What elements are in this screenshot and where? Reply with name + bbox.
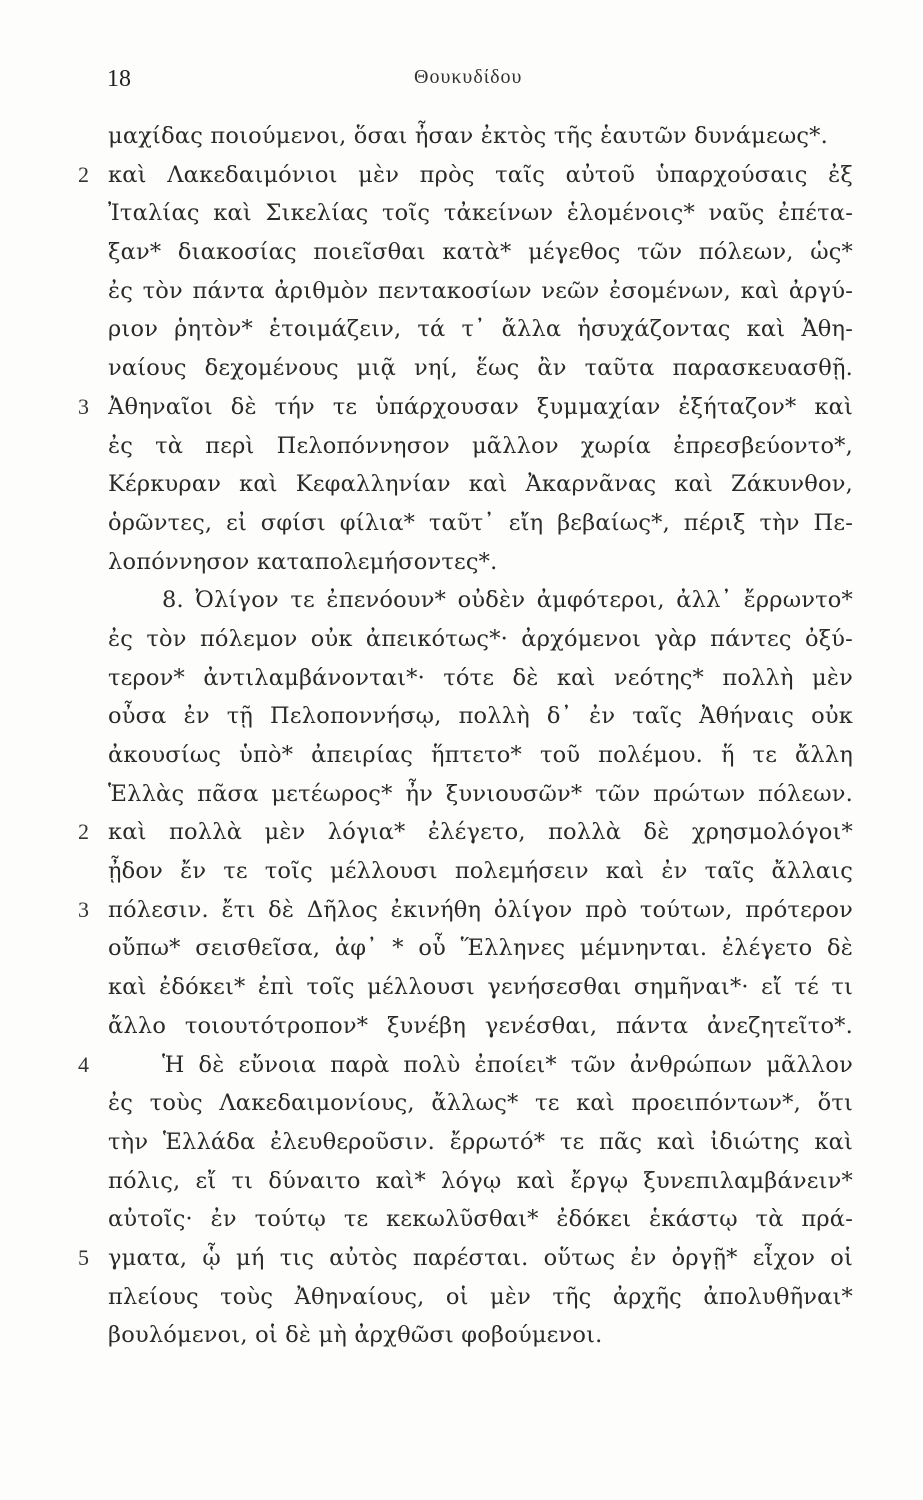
text-line <box>0 1278 923 1317</box>
text-line <box>0 1316 923 1355</box>
section-number: 2 <box>78 819 89 845</box>
text-line <box>0 504 923 543</box>
text-line <box>0 310 923 349</box>
line-text: ξαν* διακοσίας ποιεῖσθαι κατὰ* μέγεθος τῶν πόλεων, ὡς* <box>108 239 853 266</box>
line-text: ἄλλο τοιουτότροπον* ξυνέβη γενέσθαι, πάντα ἀνεζητεῖτο*. <box>108 1012 853 1039</box>
text-line <box>0 813 923 852</box>
line-text: Ἀθηναῖοι δὲ τήν τε ὑπάρχουσαν ξυμμαχίαν ἐξήταζον* καὶ <box>108 393 853 420</box>
text-line <box>0 349 923 388</box>
line-text: Κέρκυραν καὶ Κεφαλληνίαν καὶ Ἀκαρνᾶνας καὶ Ζάκυνθον, <box>108 471 853 498</box>
section-number: 4 <box>78 1051 89 1077</box>
running-title: Θουκυδίδου <box>414 66 523 88</box>
text-line <box>0 543 923 582</box>
text-line <box>0 427 923 466</box>
text-line <box>0 194 923 233</box>
line-text: καὶ Λακεδαιμόνιοι μὲν πρὸς ταῖς αὐτοῦ ὑπαρχούσαις ἐξ <box>108 161 853 188</box>
line-text: τερον* ἀντιλαμβάνονται*· τότε δὲ καὶ νεότης* πολλὴ μὲν <box>108 664 853 691</box>
line-text: ἐς τὸν πάντα ἀριθμὸν πεντακοσίων νεῶν ἐσομένων, καὶ ἀργύ- <box>108 277 853 304</box>
page-number: 18 <box>107 66 131 92</box>
text-line <box>0 697 923 736</box>
line-text: ὁρῶντες, εἰ σφίσι φίλια* ταῦτ᾿ εἴη βεβαίως*, πέριξ τὴν Πε- <box>108 509 853 536</box>
section-number: 3 <box>78 393 89 419</box>
text-line <box>0 891 923 930</box>
text-line <box>0 388 923 427</box>
line-text: Ἰταλίας καὶ Σικελίας τοῖς τἀκείνων ἑλομένοις* ναῦς ἐπέτα- <box>108 200 853 227</box>
text-line <box>0 775 923 814</box>
line-text: μαχίδας ποιούμενοι, ὅσαι ἦσαν ἐκτὸς τῆς ἑαυτῶν δυνάμεως*. <box>108 123 828 149</box>
line-text: γματα, ᾧ μή τις αὐτὸς παρέσται. οὕτως ἐν ὀργῇ* εἶχον οἱ <box>108 1244 853 1271</box>
line-text: ἐς τὸν πόλεμον οὐκ ἀπεικότως*· ἀρχόμενοι γὰρ πάντες ὀξύ- <box>108 625 853 652</box>
main-text <box>0 117 923 1355</box>
text-line <box>0 1123 923 1162</box>
line-text: ᾖδον ἔν τε τοῖς μέλλουσι πολεμήσειν καὶ ἐν ταῖς ἄλλαις <box>108 858 853 885</box>
line-text: βουλόμενοι, οἱ δὲ μὴ ἀρχθῶσι φοβούμενοι. <box>108 1322 603 1349</box>
text-line <box>0 1007 923 1046</box>
line-text: 8. Ὀλίγον τε ἐπενόουν* οὐδὲν ἀμφότεροι, ἀλλ᾿ ἔρρωντο* <box>162 587 853 614</box>
text-line <box>0 1239 923 1278</box>
text-line <box>0 620 923 659</box>
line-text: ριον ῥητὸν* ἑτοιμάζειν, τά τ᾿ ἄλλα ἡσυχάζοντας καὶ Ἀθη- <box>108 316 853 343</box>
line-text: Ἡ δὲ εὔνοια παρὰ πολὺ ἐποίει* τῶν ἀνθρώπων μᾶλλον <box>162 1051 853 1078</box>
line-text: τὴν Ἑλλάδα ἐλευθεροῦσιν. ἔρρωτό* τε πᾶς καὶ ἰδιώτης καὶ <box>108 1128 853 1155</box>
text-line <box>0 1084 923 1123</box>
text-line <box>0 117 923 156</box>
text-line <box>0 1046 923 1085</box>
line-text: πόλις, εἴ τι δύναιτο καὶ* λόγῳ καὶ ἔργῳ ξυνεπιλαμβάνειν* <box>108 1167 853 1194</box>
line-text: αὐτοῖς· ἐν τούτῳ τε κεκωλῦσθαι* ἐδόκει ἑκάστῳ τὰ πρά- <box>108 1206 853 1233</box>
text-line <box>0 968 923 1007</box>
line-text: πόλεσιν. ἔτι δὲ Δῆλος ἐκινήθη ὀλίγον πρὸ τούτων, πρότερον <box>108 896 853 923</box>
text-line <box>0 659 923 698</box>
text-line <box>0 1200 923 1239</box>
section-number: 5 <box>78 1244 89 1270</box>
text-line <box>0 465 923 504</box>
text-line <box>0 736 923 775</box>
text-line <box>0 929 923 968</box>
section-number: 2 <box>78 161 89 187</box>
text-line <box>0 581 923 620</box>
line-text: οὔπω* σεισθεῖσα, ἀφ᾿ * οὗ Ἕλληνες μέμνηνται. ἐλέγετο δὲ <box>108 935 853 962</box>
text-line <box>0 233 923 272</box>
line-text: οὖσα ἐν τῇ Πελοποννήσῳ, πολλὴ δ᾿ ἐν ταῖς Ἀθήναις οὐκ <box>108 703 853 730</box>
text-line <box>0 272 923 311</box>
line-text: καὶ ἐδόκει* ἐπὶ τοῖς μέλλουσι γενήσεσθαι σημῆναι*· εἴ τέ τι <box>108 974 853 1001</box>
line-text: ἀκουσίως ὑπὸ* ἀπειρίας ἥπτετο* τοῦ πολέμου. ἥ τε ἄλλη <box>108 742 853 768</box>
line-text: καὶ πολλὰ μὲν λόγια* ἐλέγετο, πολλὰ δὲ χρησμολόγοι* <box>108 819 853 846</box>
line-text: ἐς τοὺς Λακεδαιμονίους, ἄλλως* τε καὶ προειπόντων*, ὅτι <box>108 1090 853 1117</box>
line-text: λοπόννησον καταπολεμήσοντες*. <box>108 548 498 575</box>
line-text: Ἑλλὰς πᾶσα μετέωρος* ἦν ξυνιουσῶν* τῶν πρώτων πόλεων. <box>108 780 853 807</box>
line-text: ναίους δεχομένους μιᾷ νηί, ἕως ἂν ταῦτα παρασκευασθῇ. <box>108 355 853 382</box>
section-number: 3 <box>78 896 89 922</box>
text-line <box>0 1162 923 1201</box>
text-line <box>0 156 923 195</box>
page-header <box>107 60 857 100</box>
line-text: ἐς τὰ περὶ Πελοπόννησον μᾶλλον χωρία ἐπρεσβεύοντο*, <box>108 432 853 459</box>
text-line <box>0 852 923 891</box>
line-text: πλείους τοὺς Ἀθηναίους, οἱ μὲν τῆς ἀρχῆς ἀπολυθῆναι* <box>108 1283 853 1310</box>
